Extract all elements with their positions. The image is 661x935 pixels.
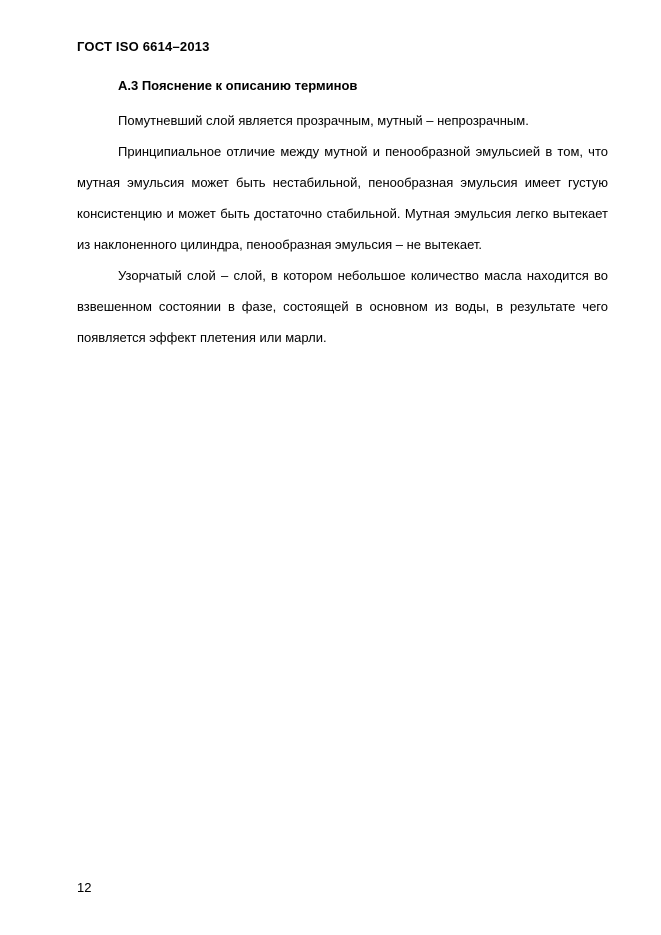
section-body	[77, 105, 608, 353]
paragraph-patterned-layer: Узорчатый слой – слой, в котором небольшое количество масла находится во взвешенном состоянии в фазе, состоящей в основном из воды, в результате чего появляется эффект плетения или марли.	[77, 268, 608, 345]
document-header-code: ГОСТ ISO 6614–2013	[77, 39, 210, 54]
section-title: А.3 Пояснение к описанию терминов	[118, 78, 358, 93]
paragraph-emulsion-difference: Принципиальное отличие между мутной и пенообразной эмульсией в том, что мутная эмульсия может быть нестабильной, пенообразная эмульсия имеет густую консистенцию и может быть достаточно стабильной. Мутная эмульсия легко вытекает из наклоненного цилиндра, пенообразная эмульсия – не вытекает.	[77, 144, 608, 252]
page-number: 12	[77, 880, 92, 895]
paragraph-turbid-layer: Помутневший слой является прозрачным, мутный – непрозрачным.	[118, 113, 529, 128]
